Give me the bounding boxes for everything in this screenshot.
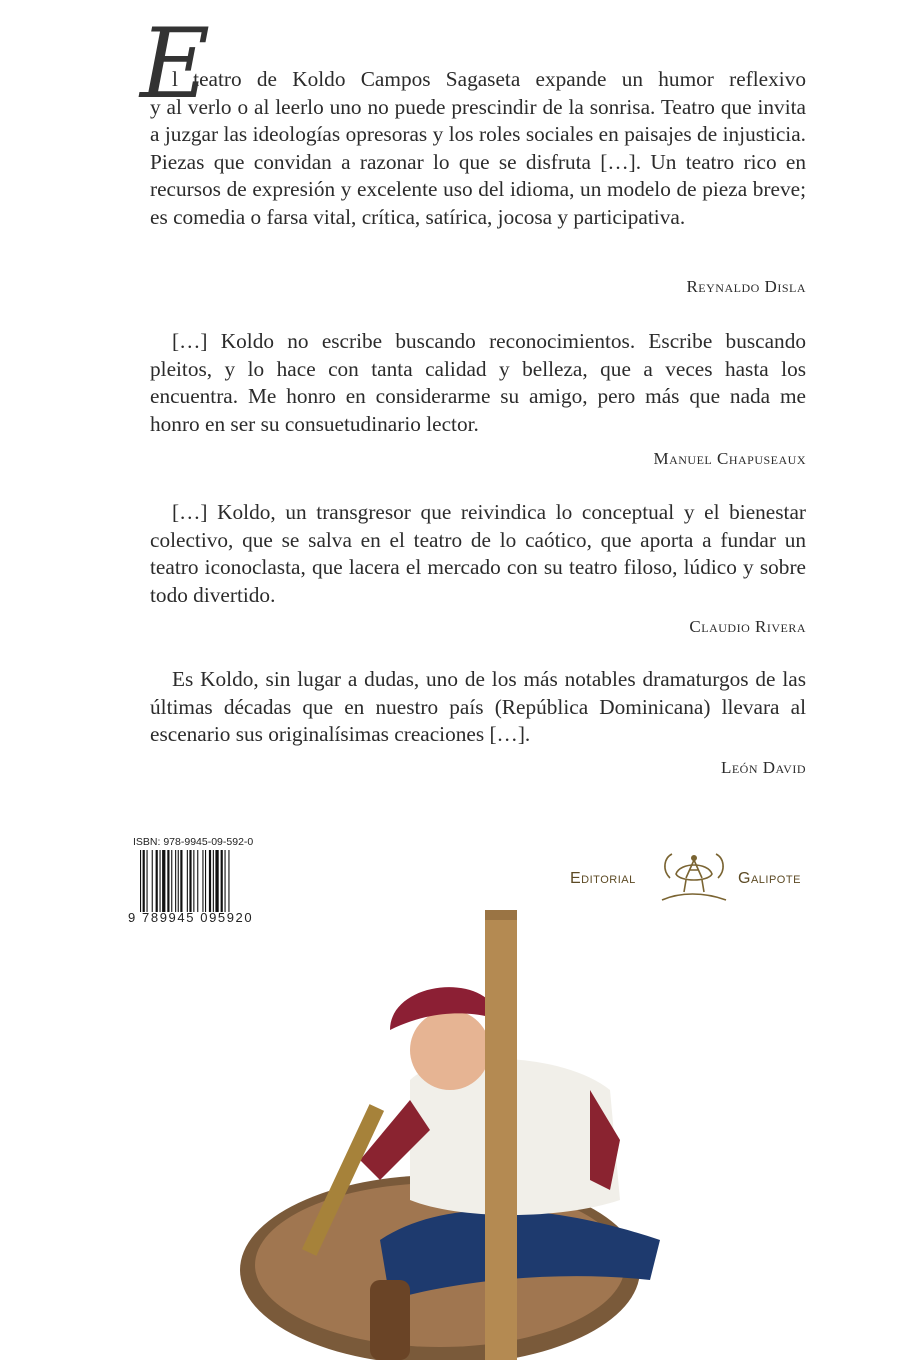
quote-text: […] Koldo, un transgresor que reivindica lo conceptual y el bienestar colectivo, que se salva en el teatro de lo caótico, que aporta a fundar un teatro iconoclasta, que lacera el mercado con su teatro filoso, lúdico y sobre todo divertido.	[150, 500, 806, 607]
barcode-bar	[187, 850, 188, 912]
barcode-bar	[180, 850, 182, 912]
isbn-label: ISBN: 978-9945-09-592-0	[133, 836, 254, 848]
quote-text: […] Koldo no escribe buscando reconocimientos. Escribe buscando pleitos, y lo hace con tanta calidad y belleza, que a veces hasta los encuentra. Me honro en considerarme su amigo, pero más que nada me honro en ser su consuetudinario lector.	[150, 329, 806, 436]
barcode-bar	[178, 850, 179, 912]
barcode-bar	[152, 850, 153, 912]
barcode-digits: 9 789945 095920	[128, 910, 254, 925]
barcode-bar	[175, 850, 176, 912]
quote-4	[150, 666, 806, 749]
barcode-bar	[162, 850, 165, 912]
barcode-bar	[221, 850, 223, 912]
quote-first-line: l teatro de Koldo Campos Sagaseta expande un humor reflexivo	[172, 67, 806, 91]
barcode-bar	[213, 850, 214, 912]
quote-1	[140, 8, 806, 232]
quote-2	[150, 328, 806, 438]
barcode-bar	[147, 850, 148, 912]
barcode-bar	[225, 850, 226, 912]
face	[410, 1010, 490, 1090]
quote-author: Reynaldo Disla	[686, 277, 806, 296]
barcode-bar	[156, 850, 158, 912]
barcode-bar	[143, 850, 145, 912]
quote-author: Claudio Rivera	[689, 617, 806, 636]
quote-author: León David	[720, 758, 806, 777]
quote-author: Manuel Chapuseaux	[653, 449, 806, 468]
publisher-name-right: Galipote	[738, 870, 801, 887]
publisher-logo	[568, 848, 808, 904]
barcode-bar	[167, 850, 169, 912]
publisher-name-left: Editorial	[570, 870, 636, 887]
quote-text: Es Koldo, sin lugar a dudas, uno de los más notables dramaturgos de las últimas décadas que en nuestro país (República Dominicana) llevara al escenario sus originalísimas creaciones […].	[150, 667, 806, 747]
barcode-bar	[140, 850, 141, 912]
barcode-bar	[205, 850, 206, 912]
barcode-bar	[215, 850, 218, 912]
barcode-bar	[228, 850, 229, 912]
barcode-bar	[209, 850, 211, 912]
drop-cap: E	[140, 8, 211, 120]
barcode-bar	[202, 850, 203, 912]
barcode-bar	[197, 850, 198, 912]
barcode-bar	[193, 850, 194, 912]
barcode-bar	[160, 850, 161, 912]
quote-text: y al verlo o al leerlo uno no puede prescindir de la sonrisa. Teatro que invita a juzgar las ideologías opresoras y los roles sociales en paisajes de injusticia. Piezas que convidan a razonar lo que se disfruta […]. Un teatro rico en recursos de expresión y excelente uso del idioma, un modelo de pieza breve; es comedia o farsa vital, crítica, satírica, jocosa y participativa.	[150, 94, 806, 229]
pole	[485, 910, 517, 1360]
barcode-bar	[189, 850, 191, 912]
quote-3	[150, 499, 806, 609]
cover-photo-character	[240, 900, 700, 1360]
galipote-emblem-icon	[656, 848, 732, 904]
barcode-bar	[171, 850, 172, 912]
